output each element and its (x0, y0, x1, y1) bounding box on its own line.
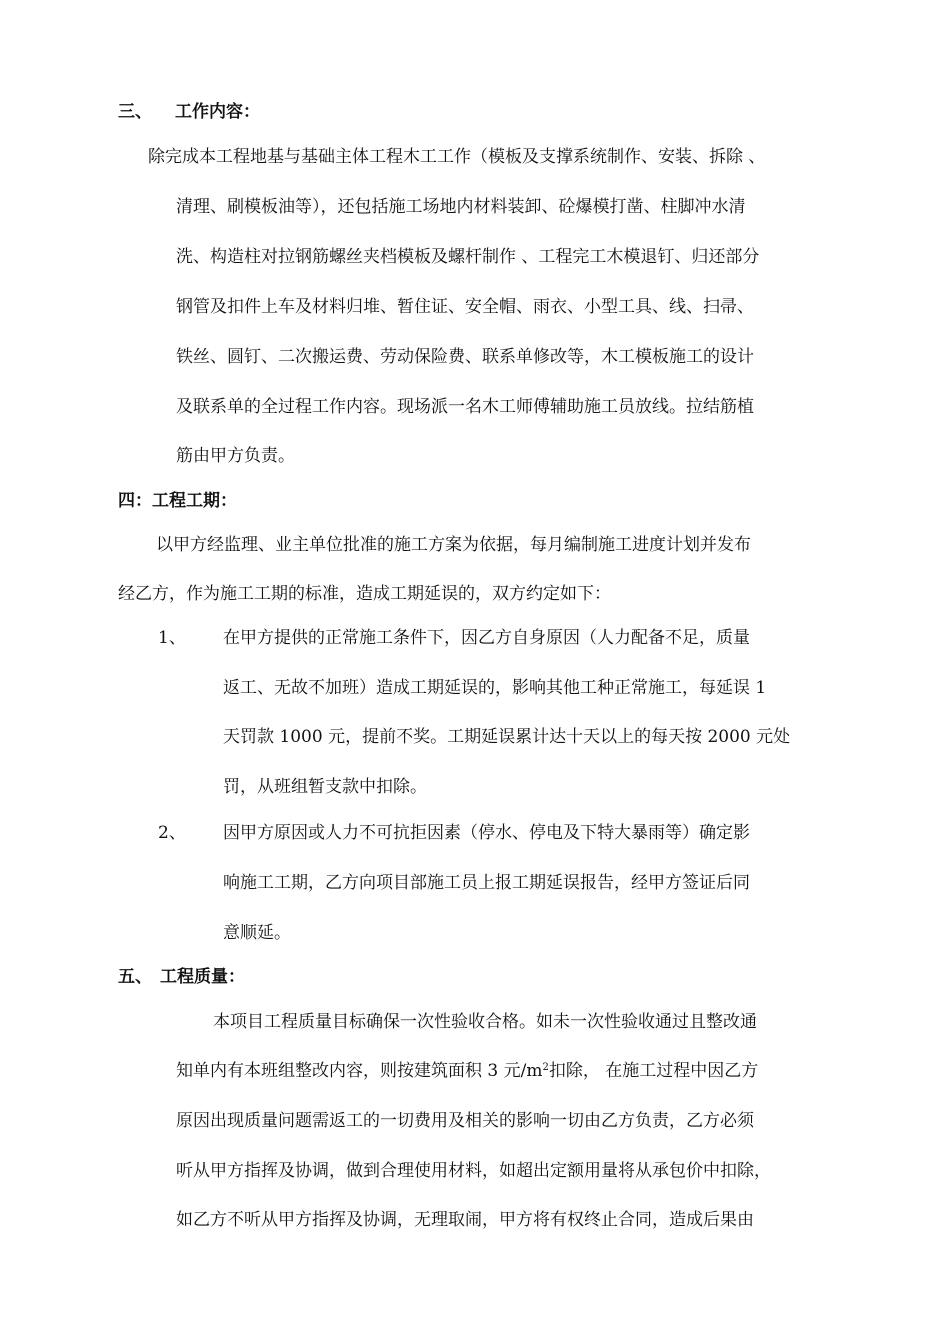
section-5-line-text: 扣除， 在施工过程中因乙方 (548, 1061, 759, 1081)
section-3-line: 除完成本工程地基与基础主体工程木工工作（模板及支撑系统制作、安装、拆除 、 (148, 147, 766, 167)
superscript: 2 (542, 1062, 549, 1073)
list-item-number: 2、 (158, 823, 186, 843)
section-4-intro-line: 以甲方经监理、业主单位批准的施工方案为依据，每月编制施工进度计划并发布 (156, 535, 751, 555)
list-item-line: 意顺延。 (223, 923, 291, 943)
section-5-line: 原因出现质量问题需返工的一切费用及相关的影响一切由乙方负责，乙方必须 (176, 1111, 754, 1131)
list-item-line: 返工、无故不加班）造成工期延误的，影响其他工种正常施工，每延误 1 (223, 678, 767, 698)
section-5-line: 如乙方不听从甲方指挥及协调，无理取闹，甲方将有权终止合同，造成后果由 (176, 1210, 754, 1230)
section-5-heading: 工程质量： (160, 967, 245, 987)
section-5-line: 听从甲方指挥及协调，做到合理使用材料，如超出定额用量将从承包价中扣除， (176, 1161, 771, 1181)
section-3-line: 清理、刷模板油等），还包括施工场地内材料装卸、砼爆模打凿、柱脚冲水清 (176, 197, 746, 217)
list-item-line: 罚，从班组暂支款中扣除。 (223, 777, 427, 797)
list-item-line: 因甲方原因或人力不可抗拒因素（停水、停电及下特大暴雨等）确定影 (223, 823, 750, 843)
section-3-line: 筋由甲方负责。 (176, 446, 295, 466)
section-3-line: 铁丝、圆钉、二次搬运费、劳动保险费、联系单修改等，木工模板施工的设计 (176, 347, 754, 367)
section-3-line: 及联系单的全过程工作内容。现场派一名木工师傅辅助施工员放线。拉结筋植 (176, 397, 754, 417)
section-3-heading: 工作内容： (175, 102, 260, 122)
list-item-number: 1、 (158, 628, 186, 648)
list-item-line: 天罚款 1000 元，提前不奖。工期延误累计达十天以上的每天按 2000 元处 (223, 727, 791, 747)
section-3-number: 三、 (118, 102, 152, 122)
list-item-line: 在甲方提供的正常施工条件下，因乙方自身原因（人力配备不足，质量 (223, 628, 750, 648)
section-5-line-text: 知单内有本班组整改内容，则按建筑面积 3 元/m (176, 1061, 543, 1081)
section-5-line: 本项目工程质量目标确保一次性验收合格。如未一次性验收通过且整改通 (213, 1012, 757, 1032)
section-4-intro-line: 经乙方，作为施工工期的标准，造成工期延误的，双方约定如下： (118, 584, 611, 604)
section-3-line: 钢管及扣件上车及材料归堆、暂住证、安全帽、雨衣、小型工具、线、扫帚、 (176, 297, 754, 317)
section-3-line: 洗、构造柱对拉钢筋螺丝夹档模板及螺杆制作 、工程完工木模退钉、归还部分 (176, 247, 760, 267)
list-item-line: 响施工工期，乙方向项目部施工员上报工期延误报告，经甲方签证后同 (223, 873, 750, 893)
section-5-line (176, 1059, 758, 1083)
section-4-heading: 四：工程工期： (118, 491, 237, 511)
section-5-number: 五、 (118, 967, 152, 987)
